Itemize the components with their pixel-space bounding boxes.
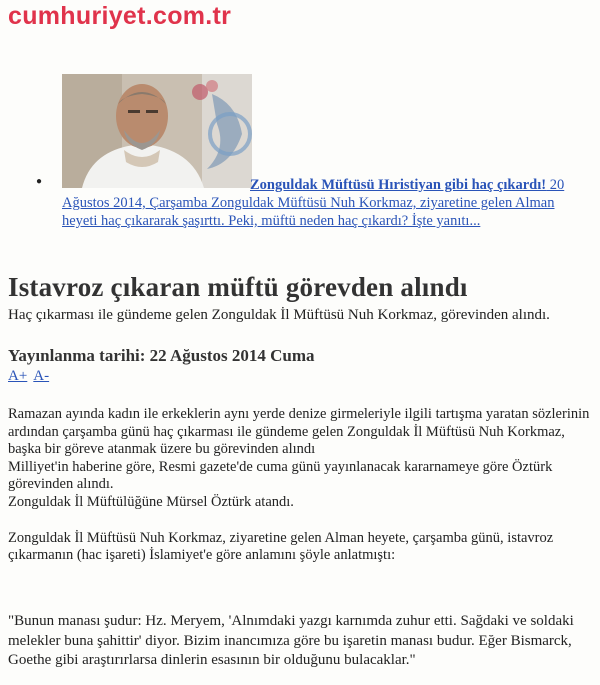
- article-paragraph: Zonguldak İl Müftüsü Nuh Korkmaz, ziyaretine gelen Alman heyete, çarşamba günü, istavroz çıkarmanın (hac işareti) İslamiyet'e göre anlamını şöyle anlatmıştı:: [8, 529, 554, 564]
- font-decrease-button[interactable]: A-: [33, 368, 50, 384]
- article-summary: Haç çıkarması ile gündeme gelen Zonguldak İl Müftüsü Nuh Korkmaz, görevinden alındı.: [8, 307, 550, 323]
- related-news-link[interactable]: [62, 176, 582, 230]
- article-paragraph: Milliyet'in haberine göre, Resmi gazete'de cuma günü yayınlanacak kararnameye göre Öztürk görevinden alındı.: [8, 458, 553, 493]
- article-quote: "Bunun manası şudur: Hz. Meryem, 'Alnımdaki yazgı karnımda zuhur etti. Sağdaki ve soldaki melekler buna şahittir' diyor. Bizim inancımıza göre bu işaretin manası budur. Eğer Bismarck, Goethe gibi araştırırlarsa dinlerin esasının bir olduğunu bulacaklar.": [8, 613, 574, 668]
- article-body: [8, 406, 590, 565]
- article-paragraph: Ramazan ayında kadın ile erkeklerin aynı yerde denize girmeleriyle ilgili tartışma yaratan sözlerinin ardından çarşamba günü haç çıkarması ile gündeme gelen Zonguldak İl Müftüsü Nuh Korkmaz, başka bir göreve atanmak üzere bu görevinden alındı: [8, 406, 590, 458]
- font-size-controls: [8, 368, 55, 385]
- article-paragraph: Zonguldak İl Müftülüğüne Mürsel Öztürk atandı.: [8, 493, 294, 510]
- font-increase-button[interactable]: A+: [8, 368, 28, 384]
- publish-date: Yayınlanma tarihi: 22 Ağustos 2014 Cuma: [8, 346, 315, 365]
- mufti-photo: [62, 74, 252, 188]
- site-logo[interactable]: cumhuriyet.com.tr: [8, 2, 232, 30]
- article-headline: Istavroz çıkaran müftü görevden alındı: [8, 272, 468, 302]
- related-news-thumbnail[interactable]: [62, 74, 252, 188]
- related-news-title[interactable]: Zonguldak Müftüsü Hıristiyan gibi haç çıkardı!: [250, 177, 547, 193]
- related-news-teaser[interactable]: 20 Ağustos 2014, Çarşamba Zonguldak Müftüsü Nuh Korkmaz, ziyaretine gelen Alman heyeti haç çıkararak şaşırttı. Peki, müftü neden haç çıkardı? İşte yanıtı...: [62, 177, 565, 229]
- list-bullet-icon: ●: [36, 176, 43, 187]
